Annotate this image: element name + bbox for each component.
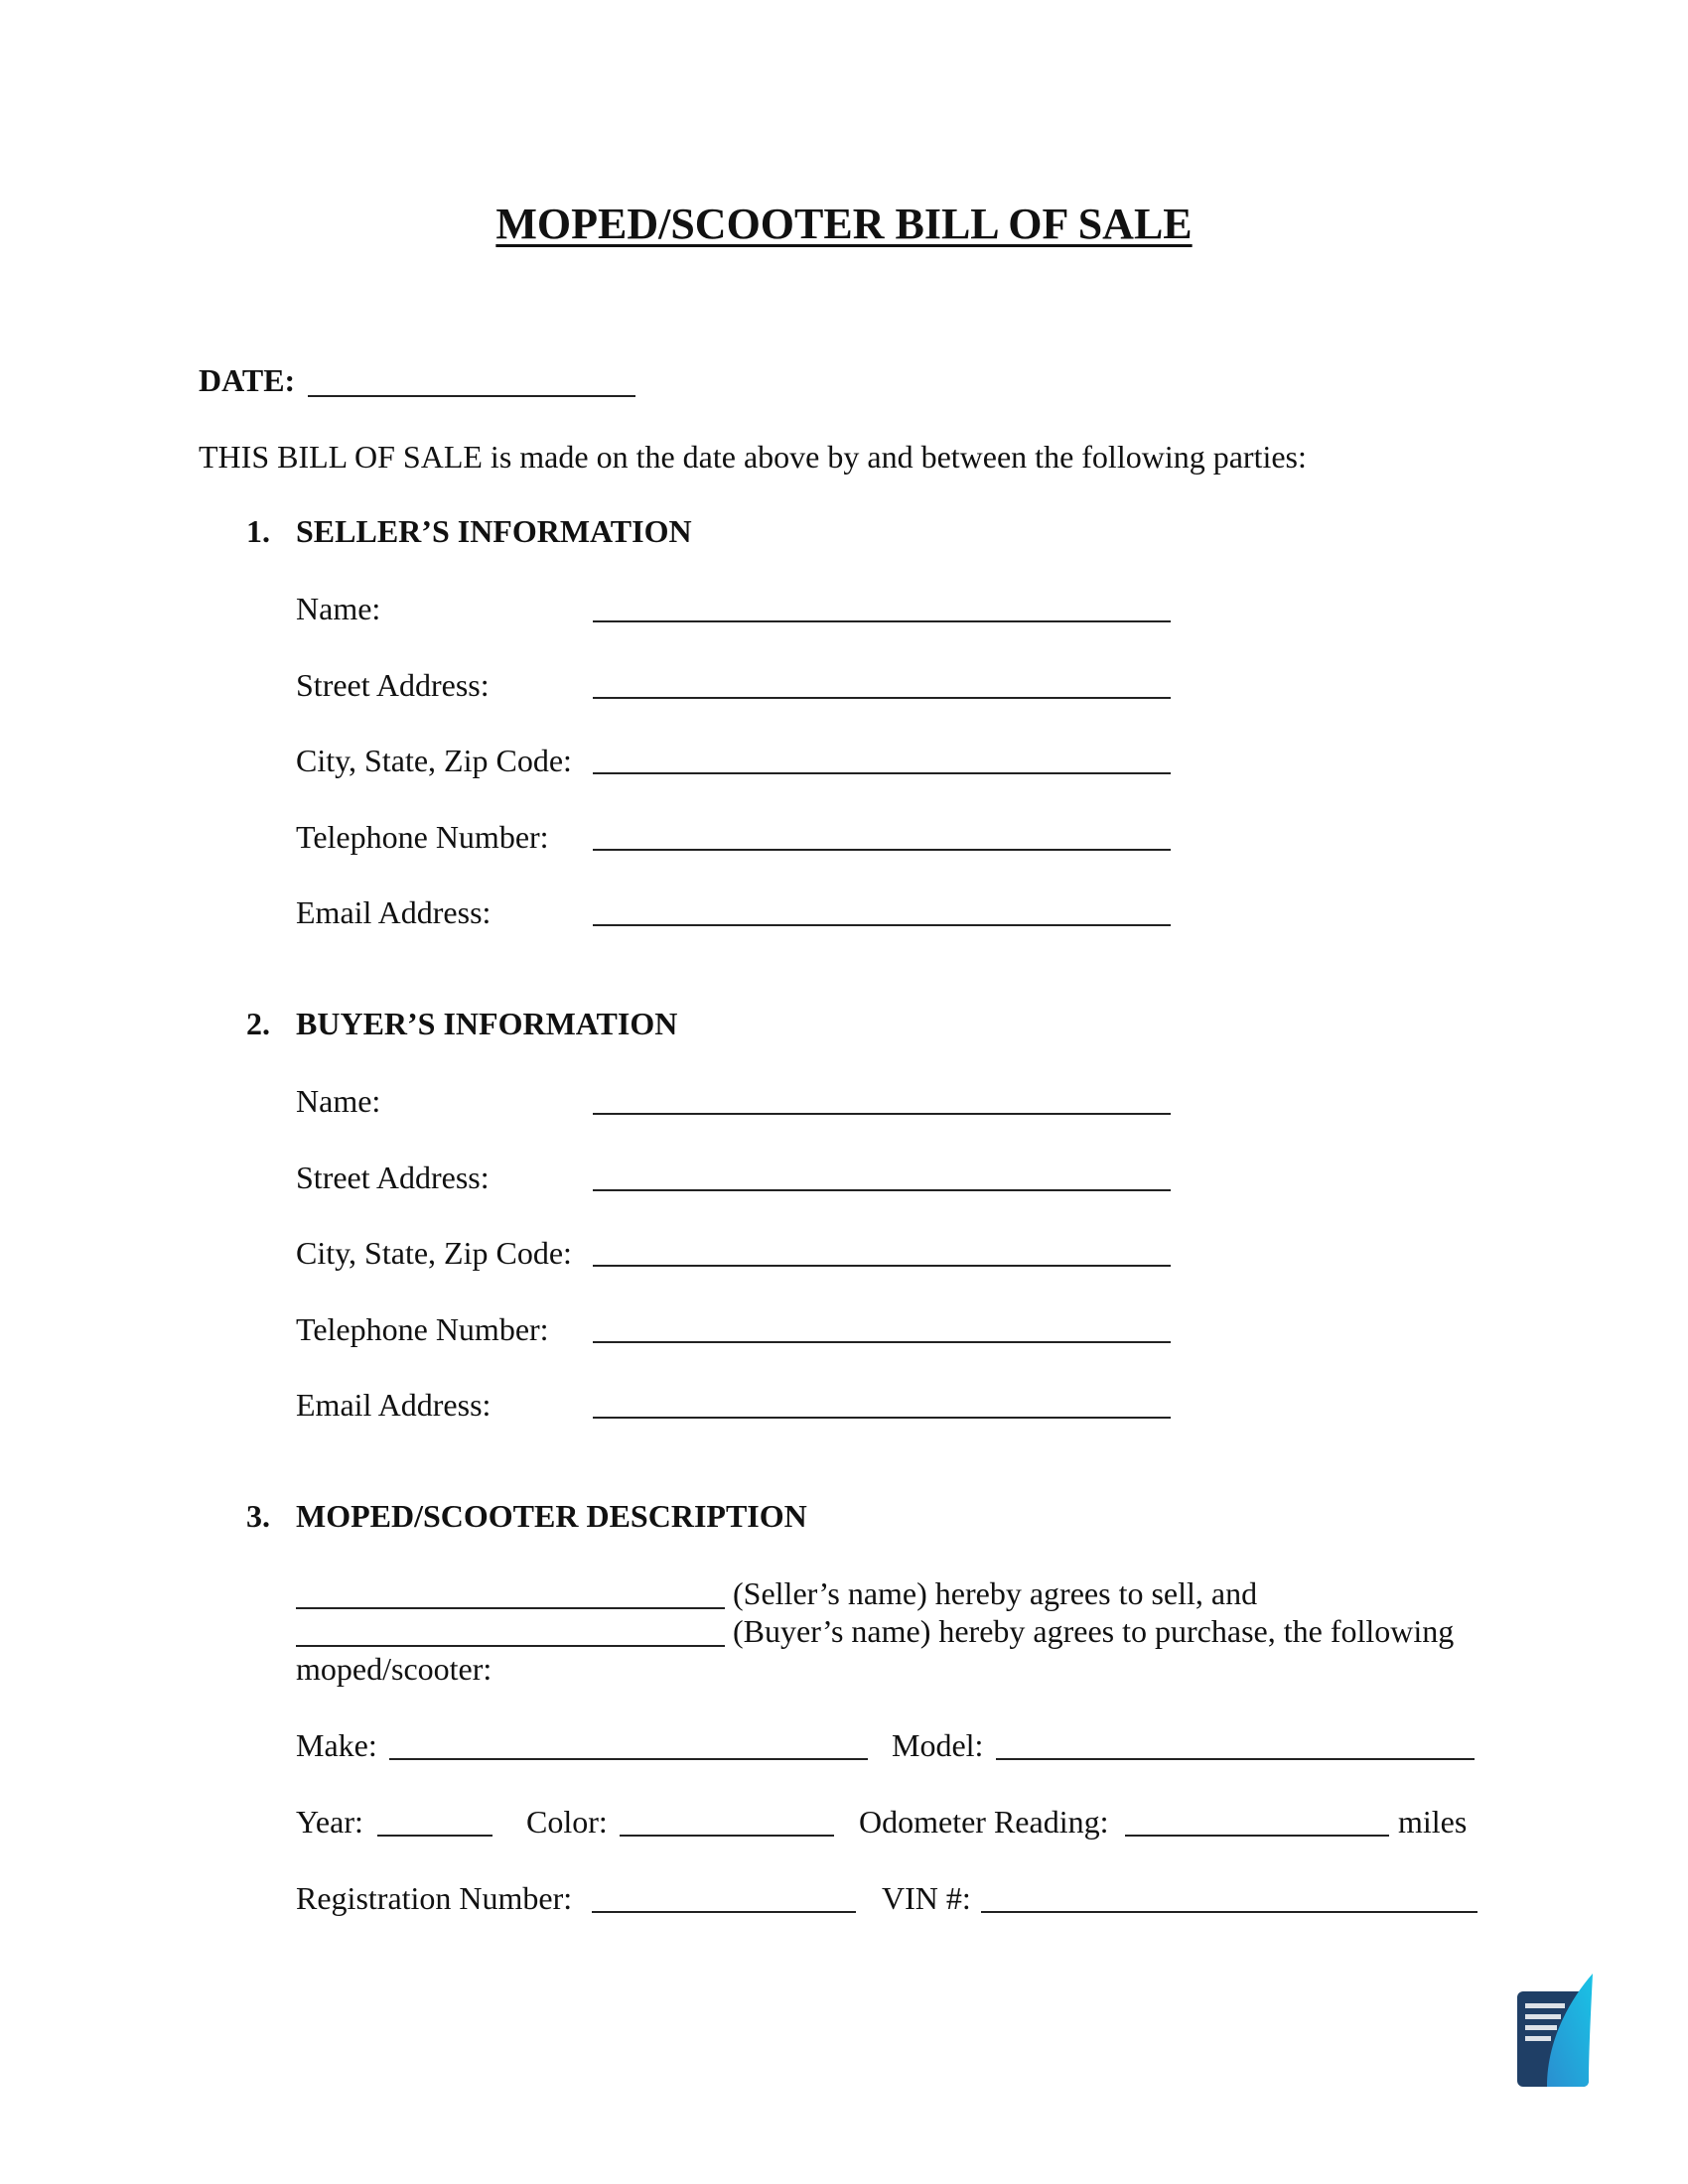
buyer-street-blank[interactable] [593,1189,1171,1191]
section-3-number: 3. [246,1498,270,1534]
buyer-city-label: City, State, Zip Code: [296,1235,572,1271]
buyer-name-inline-blank[interactable] [296,1645,725,1647]
buyer-city-blank[interactable] [593,1265,1171,1267]
agreement-line-2: (Buyer’s name) hereby agrees to purchase, the following [733,1613,1455,1649]
make-label: Make: [296,1727,377,1763]
buyer-email-blank[interactable] [593,1417,1171,1419]
logo-line [1525,2036,1551,2041]
logo-line [1525,2003,1565,2008]
seller-street-blank[interactable] [593,697,1171,699]
buyer-phone-blank[interactable] [593,1341,1171,1343]
section-3-heading: MOPED/SCOOTER DESCRIPTION [296,1498,807,1534]
section-2-number: 2. [246,1006,270,1041]
seller-email-blank[interactable] [593,924,1171,926]
seller-email-label: Email Address: [296,894,492,930]
logo-line [1525,2025,1557,2030]
agreement-line-3: moped/scooter: [296,1651,492,1687]
color-blank[interactable] [620,1835,834,1837]
date-blank[interactable] [308,395,635,397]
seller-city-blank[interactable] [593,772,1171,774]
section-2-heading: BUYER’S INFORMATION [296,1006,678,1041]
document-title: MOPED/SCOOTER BILL OF SALE [495,200,1193,248]
seller-street-label: Street Address: [296,667,490,703]
agreement-line-1: (Seller’s name) hereby agrees to sell, and [733,1575,1258,1611]
registration-blank[interactable] [592,1911,856,1913]
buyer-email-label: Email Address: [296,1387,492,1423]
seller-phone-blank[interactable] [593,849,1171,851]
year-blank[interactable] [377,1835,492,1837]
color-label: Color: [526,1804,608,1840]
section-1-heading: SELLER’S INFORMATION [296,513,692,549]
odometer-blank[interactable] [1125,1835,1389,1837]
logo-line [1525,2014,1561,2019]
date-label: DATE: [199,362,296,398]
seller-city-label: City, State, Zip Code: [296,743,572,778]
section-1-number: 1. [246,513,270,549]
seller-name-inline-blank[interactable] [296,1607,725,1609]
odometer-label: Odometer Reading: [859,1804,1109,1840]
vin-blank[interactable] [981,1911,1477,1913]
seller-name-blank[interactable] [593,620,1171,622]
document-logo-icon [1517,1974,1593,2087]
make-blank[interactable] [389,1758,868,1760]
model-blank[interactable] [996,1758,1475,1760]
buyer-name-blank[interactable] [593,1113,1171,1115]
vin-label: VIN #: [882,1880,971,1916]
buyer-phone-label: Telephone Number: [296,1311,549,1347]
miles-unit: miles [1398,1804,1468,1840]
buyer-name-label: Name: [296,1083,381,1119]
buyer-street-label: Street Address: [296,1160,490,1195]
year-label: Year: [296,1804,363,1840]
intro-text: THIS BILL OF SALE is made on the date above by and between the following parties: [199,439,1307,475]
seller-phone-label: Telephone Number: [296,819,549,855]
registration-label: Registration Number: [296,1880,573,1916]
seller-name-label: Name: [296,591,381,626]
model-label: Model: [892,1727,984,1763]
